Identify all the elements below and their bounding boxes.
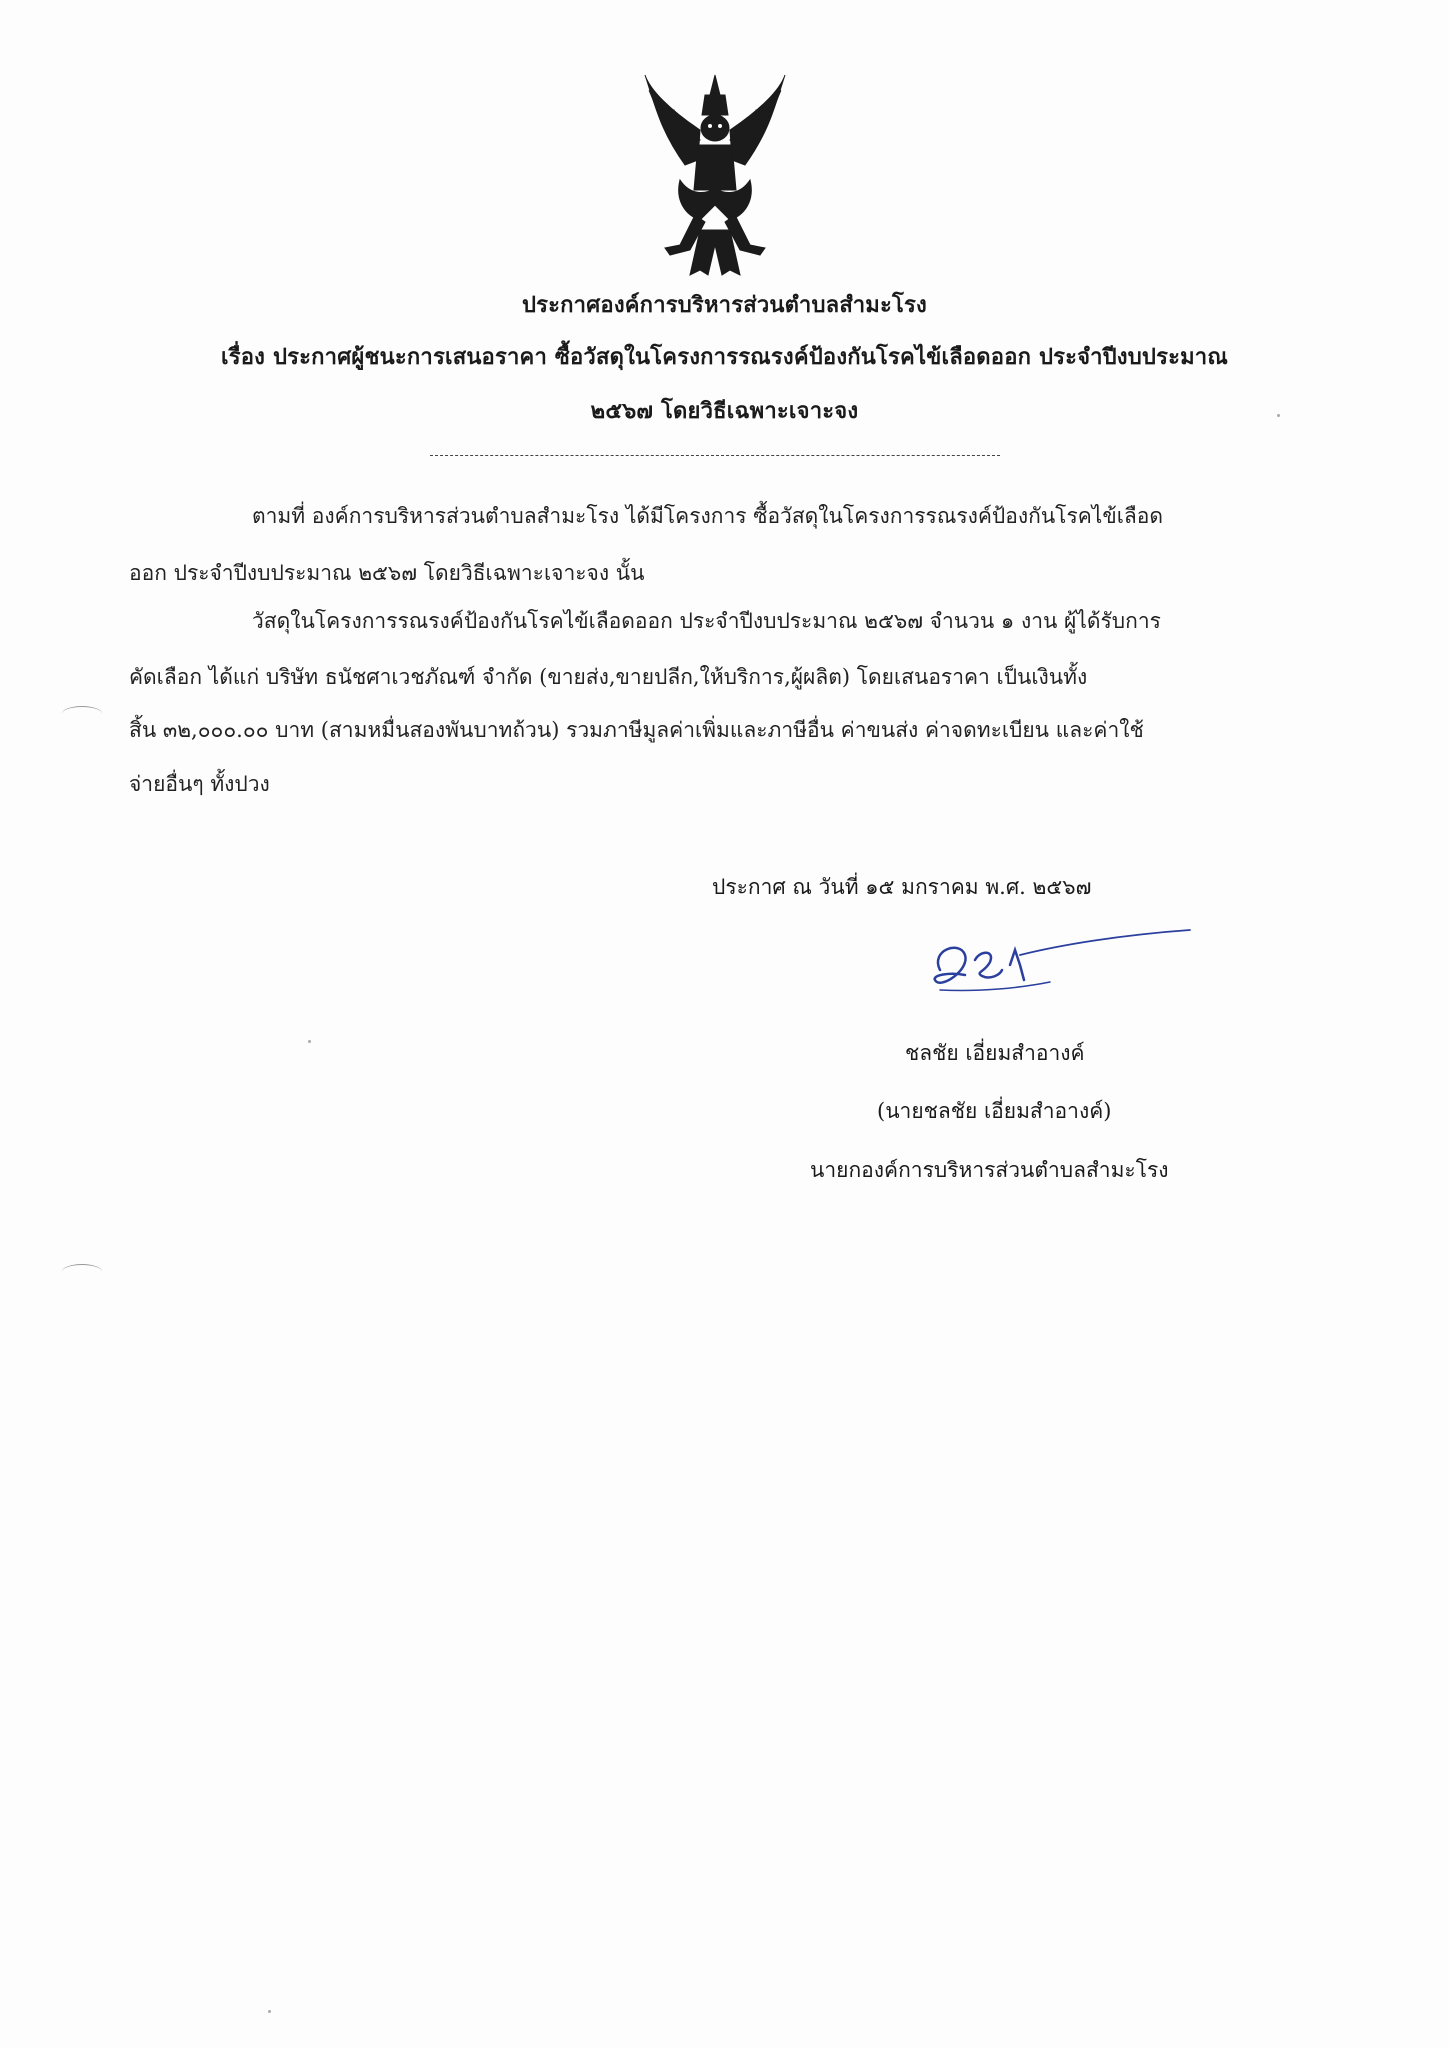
scan-speck xyxy=(308,1040,311,1043)
scan-artifact xyxy=(62,1264,102,1279)
scan-speck xyxy=(1277,414,1280,417)
announcement-date: ประกาศ ณ วันที่ ๑๕ มกราคม พ.ศ. ๒๕๖๗ xyxy=(712,875,1092,899)
body-line-1: ตามที่ องค์การบริหารส่วนตำบลสำมะโรง ได้มีโครงการ ซื้อวัสดุในโครงการรณรงค์ป้องกันโรคไข้เลือด xyxy=(252,504,1163,528)
title-divider xyxy=(430,455,1000,456)
body-line-5: สิ้น ๓๒,๐๐๐.๐๐ บาท (สามหมื่นสองพันบาทถ้วน) รวมภาษีมูลค่าเพิ่มและภาษีอื่น ค่าขนส่ง ค่าจดทะเบียน และค่าใช้ xyxy=(129,718,1144,742)
signer-full-name: (นายชลชัย เอี่ยมสำอางค์) xyxy=(877,1099,1112,1123)
body-line-3: วัสดุในโครงการรณรงค์ป้องกันโรคไข้เลือดออก ประจำปีงบประมาณ ๒๕๖๗ จำนวน ๑ งาน ผู้ได้รับการ xyxy=(252,609,1161,633)
body-line-4: คัดเลือก ได้แก่ บริษัท ธนัชศาเวชภัณฑ์ จำกัด (ขายส่ง,ขายปลีก,ให้บริการ,ผู้ผลิต) โดยเสนอราคา เป็นเงินทั้ง xyxy=(129,665,1088,689)
body-line-6: จ่ายอื่นๆ ทั้งปวง xyxy=(129,772,270,796)
signature-icon xyxy=(920,920,1200,1010)
signer-name: ชลชัย เอี่ยมสำอางค์ xyxy=(905,1041,1085,1065)
document-title: ประกาศองค์การบริหารส่วนตำบลสำมะโรง xyxy=(521,292,928,318)
scan-speck xyxy=(268,2010,271,2013)
body-line-2: ออก ประจำปีงบประมาณ ๒๕๖๗ โดยวิธีเฉพาะเจาะจง นั้น xyxy=(129,561,645,585)
document-subject-cont: ๒๕๖๗ โดยวิธีเฉพาะเจาะจง xyxy=(590,398,859,424)
signer-position: นายกองค์การบริหารส่วนตำบลสำมะโรง xyxy=(810,1158,1169,1182)
document-subject: เรื่อง ประกาศผู้ชนะการเสนอราคา ซื้อวัสดุในโครงการรณรงค์ป้องกันโรคไข้เลือดออก ประจำปีงบประมาณ xyxy=(221,344,1228,370)
garuda-emblem-icon xyxy=(640,70,790,280)
scan-artifact xyxy=(62,706,102,721)
